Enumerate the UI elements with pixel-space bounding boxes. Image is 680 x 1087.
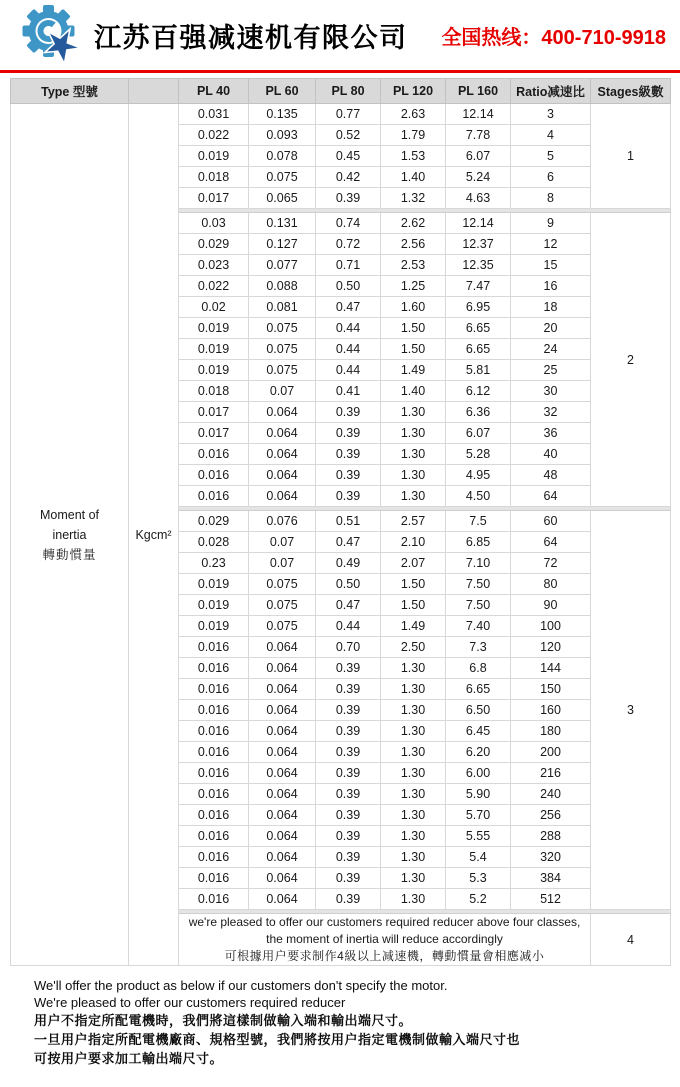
table-cell: 0.39	[316, 763, 381, 784]
table-cell: 0.44	[316, 318, 381, 339]
table-cell: 0.075	[249, 574, 316, 595]
table-cell: 1.60	[381, 297, 446, 318]
table-cell: 6.85	[446, 532, 511, 553]
table-cell: 6.07	[446, 146, 511, 167]
page-header	[0, 0, 680, 70]
table-cell: 0.71	[316, 255, 381, 276]
footer-line-zh: 一旦用户指定所配電機廠商、規格型號，我們將按用户指定電機制做輸入端尺寸也	[34, 1032, 521, 1048]
table-cell: 1.30	[381, 486, 446, 507]
table-cell: 6	[511, 167, 591, 188]
table-cell: 64	[511, 532, 591, 553]
table-cell: 0.064	[249, 847, 316, 868]
table-cell: 0.076	[249, 511, 316, 532]
table-cell: 1.30	[381, 784, 446, 805]
col-header-pl160: PL 160	[446, 79, 511, 104]
table-cell: 80	[511, 574, 591, 595]
company-logo	[20, 3, 86, 67]
table-cell: 0.016	[179, 637, 249, 658]
table-cell: 1.49	[381, 360, 446, 381]
table-cell: 7.40	[446, 616, 511, 637]
table-cell: 90	[511, 595, 591, 616]
table-cell: 7.5	[446, 511, 511, 532]
table-cell: 5.28	[446, 444, 511, 465]
table-cell: 0.39	[316, 889, 381, 910]
table-cell: 0.064	[249, 763, 316, 784]
table-cell: 0.064	[249, 465, 316, 486]
note-line: we're pleased to offer our customers required reducer above four classes,	[188, 915, 581, 929]
table-cell: 512	[511, 889, 591, 910]
table-cell: 0.019	[179, 574, 249, 595]
table-cell: 1.30	[381, 847, 446, 868]
table-cell: 24	[511, 339, 591, 360]
table-cell: 1.30	[381, 679, 446, 700]
table-cell: 0.016	[179, 465, 249, 486]
table-cell: 0.018	[179, 167, 249, 188]
table-cell: 7.3	[446, 637, 511, 658]
unit-cell: Kgcm²	[129, 104, 179, 966]
table-cell: 6.20	[446, 742, 511, 763]
table-cell: 7.50	[446, 595, 511, 616]
table-cell: 0.017	[179, 402, 249, 423]
table-cell: 0.029	[179, 234, 249, 255]
table-cell: 5.3	[446, 868, 511, 889]
note-line: 可根據用户要求制作4級以上减速機，轉動慣量會相應减小	[224, 949, 545, 964]
table-cell: 0.39	[316, 486, 381, 507]
table-cell: 0.016	[179, 444, 249, 465]
table-cell: 0.064	[249, 444, 316, 465]
table-cell: 0.075	[249, 167, 316, 188]
table-cell: 1.30	[381, 444, 446, 465]
table-cell: 0.018	[179, 381, 249, 402]
table-cell: 1.25	[381, 276, 446, 297]
table-cell: 120	[511, 637, 591, 658]
table-cell: 5.90	[446, 784, 511, 805]
col-header-stages: Stages級數	[591, 79, 671, 104]
table-cell: 0.017	[179, 423, 249, 444]
table-cell: 0.064	[249, 889, 316, 910]
table-cell: 1.79	[381, 125, 446, 146]
col-header-pl80: PL 80	[316, 79, 381, 104]
table-cell: 15	[511, 255, 591, 276]
table-cell: 0.016	[179, 847, 249, 868]
table-cell: 8	[511, 188, 591, 209]
stage-cell: 3	[591, 511, 671, 910]
table-cell: 60	[511, 511, 591, 532]
table-row	[11, 104, 671, 125]
table-cell: 384	[511, 868, 591, 889]
table-cell: 0.016	[179, 721, 249, 742]
table-cell: 16	[511, 276, 591, 297]
table-cell: 25	[511, 360, 591, 381]
table-cell: 72	[511, 553, 591, 574]
table-cell: 0.39	[316, 721, 381, 742]
table-cell: 0.39	[316, 444, 381, 465]
red-divider	[0, 70, 680, 73]
table-cell: 40	[511, 444, 591, 465]
table-cell: 0.49	[316, 553, 381, 574]
table-cell: 0.019	[179, 360, 249, 381]
table-cell: 0.016	[179, 889, 249, 910]
table-cell: 0.47	[316, 595, 381, 616]
note-line: the moment of inertia will reduce accordingly	[266, 932, 503, 947]
table-cell: 6.00	[446, 763, 511, 784]
table-cell: 12.37	[446, 234, 511, 255]
table-cell: 0.39	[316, 868, 381, 889]
footer-line-zh: 用户不指定所配電機時，我們將這樣制做輸入端和輸出端尺寸。	[34, 1013, 413, 1029]
table-cell: 0.07	[249, 532, 316, 553]
table-cell: 2.07	[381, 553, 446, 574]
table-cell: 64	[511, 486, 591, 507]
table-cell: 4.63	[446, 188, 511, 209]
col-header-type: Type 型號	[11, 79, 129, 104]
table-cell: 5.81	[446, 360, 511, 381]
table-cell: 0.03	[179, 213, 249, 234]
table-cell: 0.065	[249, 188, 316, 209]
table-cell: 1.30	[381, 423, 446, 444]
table-cell: 0.016	[179, 658, 249, 679]
table-cell: 0.39	[316, 465, 381, 486]
table-cell: 7.50	[446, 574, 511, 595]
table-cell: 0.075	[249, 616, 316, 637]
table-cell: 12	[511, 234, 591, 255]
table-cell: 180	[511, 721, 591, 742]
table-cell: 0.016	[179, 742, 249, 763]
table-cell: 256	[511, 805, 591, 826]
table-cell: 0.028	[179, 532, 249, 553]
table-cell: 1.32	[381, 188, 446, 209]
table-cell: 0.39	[316, 188, 381, 209]
table-cell: 200	[511, 742, 591, 763]
table-cell: 1.30	[381, 868, 446, 889]
table-cell: 0.064	[249, 658, 316, 679]
footer-line-zh: 可按用户要求加工輸出端尺寸。	[34, 1051, 224, 1067]
table-cell: 6.45	[446, 721, 511, 742]
stage-cell: 2	[591, 213, 671, 507]
table-cell: 5.70	[446, 805, 511, 826]
table-cell: 36	[511, 423, 591, 444]
table-cell: 5.2	[446, 889, 511, 910]
table-cell: 7.47	[446, 276, 511, 297]
table-cell: 0.74	[316, 213, 381, 234]
table-cell: 2.53	[381, 255, 446, 276]
table-cell: 6.95	[446, 297, 511, 318]
table-cell: 0.07	[249, 381, 316, 402]
row-label-moment-of-inertia	[11, 104, 129, 966]
table-cell: 0.075	[249, 360, 316, 381]
table-cell: 0.075	[249, 595, 316, 616]
table-cell: 0.42	[316, 167, 381, 188]
table-cell: 7.10	[446, 553, 511, 574]
table-cell: 5.4	[446, 847, 511, 868]
table-cell: 0.39	[316, 784, 381, 805]
table-cell: 6.07	[446, 423, 511, 444]
table-cell: 4.95	[446, 465, 511, 486]
table-cell: 1.30	[381, 742, 446, 763]
table-cell: 0.093	[249, 125, 316, 146]
table-cell: 18	[511, 297, 591, 318]
table-cell: 3	[511, 104, 591, 125]
stage-cell: 4	[591, 914, 671, 966]
table-cell: 0.088	[249, 276, 316, 297]
col-header-pl40: PL 40	[179, 79, 249, 104]
page-footer	[0, 966, 680, 1078]
table-cell: 2.10	[381, 532, 446, 553]
table-cell: 30	[511, 381, 591, 402]
table-cell: 12.14	[446, 213, 511, 234]
table-cell: 0.45	[316, 146, 381, 167]
table-cell: 9	[511, 213, 591, 234]
table-cell: 0.50	[316, 574, 381, 595]
table-cell: 1.53	[381, 146, 446, 167]
table-cell: 1.50	[381, 318, 446, 339]
table-cell: 12.14	[446, 104, 511, 125]
row-label-line: Moment of	[39, 507, 100, 522]
table-cell: 0.131	[249, 213, 316, 234]
hotline-phone: 全国热线：400-710-9918	[441, 26, 666, 49]
table-cell: 0.019	[179, 318, 249, 339]
col-header-unit	[129, 79, 179, 104]
col-header-pl60: PL 60	[249, 79, 316, 104]
table-cell: 0.064	[249, 742, 316, 763]
table-cell: 320	[511, 847, 591, 868]
table-cell: 0.031	[179, 104, 249, 125]
table-cell: 4	[511, 125, 591, 146]
table-cell: 1.49	[381, 616, 446, 637]
table-cell: 0.016	[179, 486, 249, 507]
table-cell: 0.064	[249, 679, 316, 700]
table-cell: 1.50	[381, 595, 446, 616]
table-cell: 0.72	[316, 234, 381, 255]
table-cell: 0.064	[249, 721, 316, 742]
table-cell: 0.52	[316, 125, 381, 146]
table-cell: 0.016	[179, 805, 249, 826]
table-cell: 6.8	[446, 658, 511, 679]
table-cell: 0.075	[249, 318, 316, 339]
table-cell: 1.30	[381, 805, 446, 826]
stage-cell: 1	[591, 104, 671, 209]
table-cell: 6.50	[446, 700, 511, 721]
table-cell: 0.39	[316, 423, 381, 444]
table-cell: 0.39	[316, 805, 381, 826]
table-cell: 48	[511, 465, 591, 486]
table-cell: 32	[511, 402, 591, 423]
table-cell: 1.30	[381, 465, 446, 486]
table-cell: 240	[511, 784, 591, 805]
table-cell: 0.23	[179, 553, 249, 574]
table-cell: 1.50	[381, 339, 446, 360]
table-cell: 0.51	[316, 511, 381, 532]
col-header-ratio: Ratio减速比	[511, 79, 591, 104]
table-cell: 2.63	[381, 104, 446, 125]
table-cell: 0.081	[249, 297, 316, 318]
table-cell: 0.064	[249, 637, 316, 658]
table-cell: 0.70	[316, 637, 381, 658]
table-cell: 0.016	[179, 679, 249, 700]
table-cell: 0.075	[249, 339, 316, 360]
table-cell: 0.023	[179, 255, 249, 276]
table-cell: 0.017	[179, 188, 249, 209]
table-cell: 0.077	[249, 255, 316, 276]
table-cell: 0.078	[249, 146, 316, 167]
footer-line-en: We'll offer the product as below if our customers don't specify the motor.	[34, 978, 448, 994]
spec-table-wrap	[10, 78, 670, 966]
table-cell: 0.064	[249, 402, 316, 423]
table-cell: 2.62	[381, 213, 446, 234]
table-cell: 1.30	[381, 700, 446, 721]
table-cell: 0.016	[179, 763, 249, 784]
table-cell: 0.39	[316, 700, 381, 721]
table-cell: 0.39	[316, 742, 381, 763]
table-cell: 0.019	[179, 616, 249, 637]
table-cell: 1.50	[381, 574, 446, 595]
table-cell: 0.064	[249, 868, 316, 889]
table-cell: 0.064	[249, 805, 316, 826]
table-cell: 5.24	[446, 167, 511, 188]
table-cell: 160	[511, 700, 591, 721]
gear-and-star-icon	[20, 3, 86, 67]
table-cell: 100	[511, 616, 591, 637]
table-cell: 0.47	[316, 532, 381, 553]
table-cell: 0.47	[316, 297, 381, 318]
table-cell: 0.41	[316, 381, 381, 402]
table-cell: 5	[511, 146, 591, 167]
table-cell: 0.39	[316, 679, 381, 700]
table-cell: 216	[511, 763, 591, 784]
table-cell: 6.65	[446, 339, 511, 360]
table-cell: 0.127	[249, 234, 316, 255]
table-cell: 0.44	[316, 360, 381, 381]
table-cell: 12.35	[446, 255, 511, 276]
table-cell: 0.019	[179, 595, 249, 616]
table-cell: 1.40	[381, 167, 446, 188]
table-cell: 0.02	[179, 297, 249, 318]
row-label-line: 轉動慣量	[42, 547, 97, 562]
table-cell: 0.064	[249, 826, 316, 847]
table-cell: 0.135	[249, 104, 316, 125]
table-cell: 0.44	[316, 339, 381, 360]
table-cell: 2.56	[381, 234, 446, 255]
table-cell: 150	[511, 679, 591, 700]
table-cell: 0.029	[179, 511, 249, 532]
table-cell: 5.55	[446, 826, 511, 847]
table-cell: 0.39	[316, 847, 381, 868]
table-cell: 1.30	[381, 826, 446, 847]
stage4-note	[179, 914, 591, 966]
table-cell: 2.57	[381, 511, 446, 532]
table-cell: 1.30	[381, 402, 446, 423]
table-cell: 7.78	[446, 125, 511, 146]
table-cell: 6.65	[446, 318, 511, 339]
table-cell: 144	[511, 658, 591, 679]
table-cell: 0.07	[249, 553, 316, 574]
table-cell: 1.30	[381, 889, 446, 910]
table-cell: 0.016	[179, 868, 249, 889]
table-cell: 1.30	[381, 658, 446, 679]
inertia-spec-table	[10, 78, 671, 966]
table-cell: 0.016	[179, 826, 249, 847]
table-cell: 6.65	[446, 679, 511, 700]
table-cell: 0.019	[179, 146, 249, 167]
table-cell: 1.30	[381, 721, 446, 742]
table-cell: 0.39	[316, 658, 381, 679]
table-cell: 0.064	[249, 700, 316, 721]
table-cell: 0.016	[179, 784, 249, 805]
table-cell: 0.39	[316, 826, 381, 847]
table-cell: 6.36	[446, 402, 511, 423]
table-cell: 0.022	[179, 125, 249, 146]
company-name: 江苏百强减速机有限公司	[94, 22, 408, 53]
table-cell: 0.064	[249, 423, 316, 444]
row-label-line: inertia	[52, 527, 87, 542]
table-cell: 4.50	[446, 486, 511, 507]
table-cell: 6.12	[446, 381, 511, 402]
table-cell: 288	[511, 826, 591, 847]
table-cell: 20	[511, 318, 591, 339]
table-cell: 0.022	[179, 276, 249, 297]
table-cell: 0.77	[316, 104, 381, 125]
col-header-pl120: PL 120	[381, 79, 446, 104]
table-cell: 0.064	[249, 486, 316, 507]
table-cell: 0.016	[179, 700, 249, 721]
table-cell: 0.39	[316, 402, 381, 423]
table-header-row	[11, 79, 671, 104]
table-cell: 0.019	[179, 339, 249, 360]
table-cell: 1.40	[381, 381, 446, 402]
table-cell: 0.50	[316, 276, 381, 297]
table-cell: 2.50	[381, 637, 446, 658]
table-cell: 0.064	[249, 784, 316, 805]
table-cell: 1.30	[381, 763, 446, 784]
table-cell: 0.44	[316, 616, 381, 637]
footer-line-en: We're pleased to offer our customers required reducer	[34, 995, 346, 1011]
